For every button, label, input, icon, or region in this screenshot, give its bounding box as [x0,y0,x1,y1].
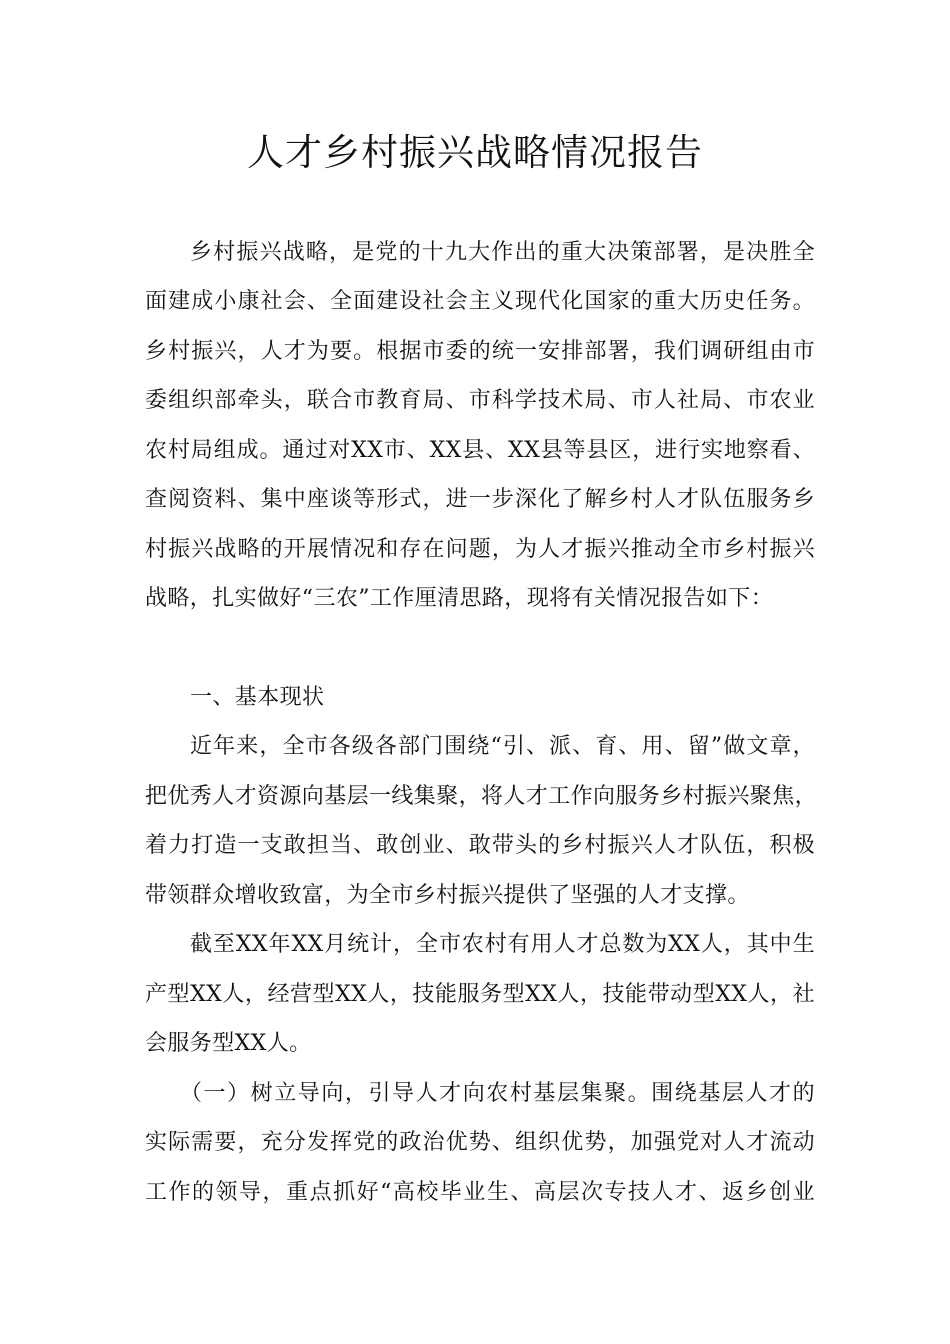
paragraph-line: 着力打造一支敢担当、敢创业、敢带头的乡村振兴人才队伍，积极 [145,833,815,858]
paragraph-line: 实际需要，充分发挥党的政治优势、组织优势，加强党对人才流动 [145,1130,815,1155]
paragraph-line: 带领群众增收致富，为全市乡村振兴提供了坚强的人才支撑。 [145,883,750,908]
subsection-line: （一）树立导向，引导人才向农村基层集聚。围绕基层人才的 [180,1081,815,1106]
section-heading: 一、基本现状 [190,685,325,710]
paragraph-line: 会服务型XX人。 [145,1031,312,1056]
paragraph-line: 委组织部牵头，联合市教育局、市科学技术局、市人社局、市农业 [145,388,815,413]
paragraph-line: 工作的领导，重点抓好“高校毕业生、高层次专技人才、返乡创业 [145,1180,815,1205]
paragraph-line: 截至XX年XX月统计，全市农村有用人才总数为XX人，其中生 [190,932,815,957]
paragraph-line: 查阅资料、集中座谈等形式，进一步深化了解乡村人才队伍服务乡 [145,487,815,512]
paragraph-line: 把优秀人才资源向基层一线集聚，将人才工作向服务乡村振兴聚焦， [145,784,818,809]
paragraph-line: 乡村振兴战略，是党的十九大作出的重大决策部署，是决胜全 [190,240,815,265]
paragraph-line: 战略，扎实做好“三农”工作厘清思路，现将有关情况报告如下： [145,586,774,611]
paragraph-line: 产型XX人，经营型XX人，技能服务型XX人，技能带动型XX人，社 [145,982,815,1007]
paragraph-line: 乡村振兴，人才为要。根据市委的统一安排部署，我们调研组由市 [145,339,815,364]
paragraph-line: 近年来，全市各级各部门围绕“引、派、育、用、留”做文章， [190,734,815,759]
paragraph-line: 面建成小康社会、全面建设社会主义现代化国家的重大历史任务。 [145,289,815,314]
paragraph-line: 农村局组成。通过对XX市、XX县、XX县等县区，进行实地察看、 [145,438,815,463]
paragraph-line: 村振兴战略的开展情况和存在问题，为人才振兴推动全市乡村振兴 [145,537,815,562]
document-title: 人才乡村振兴战略情况报告 [247,131,703,174]
